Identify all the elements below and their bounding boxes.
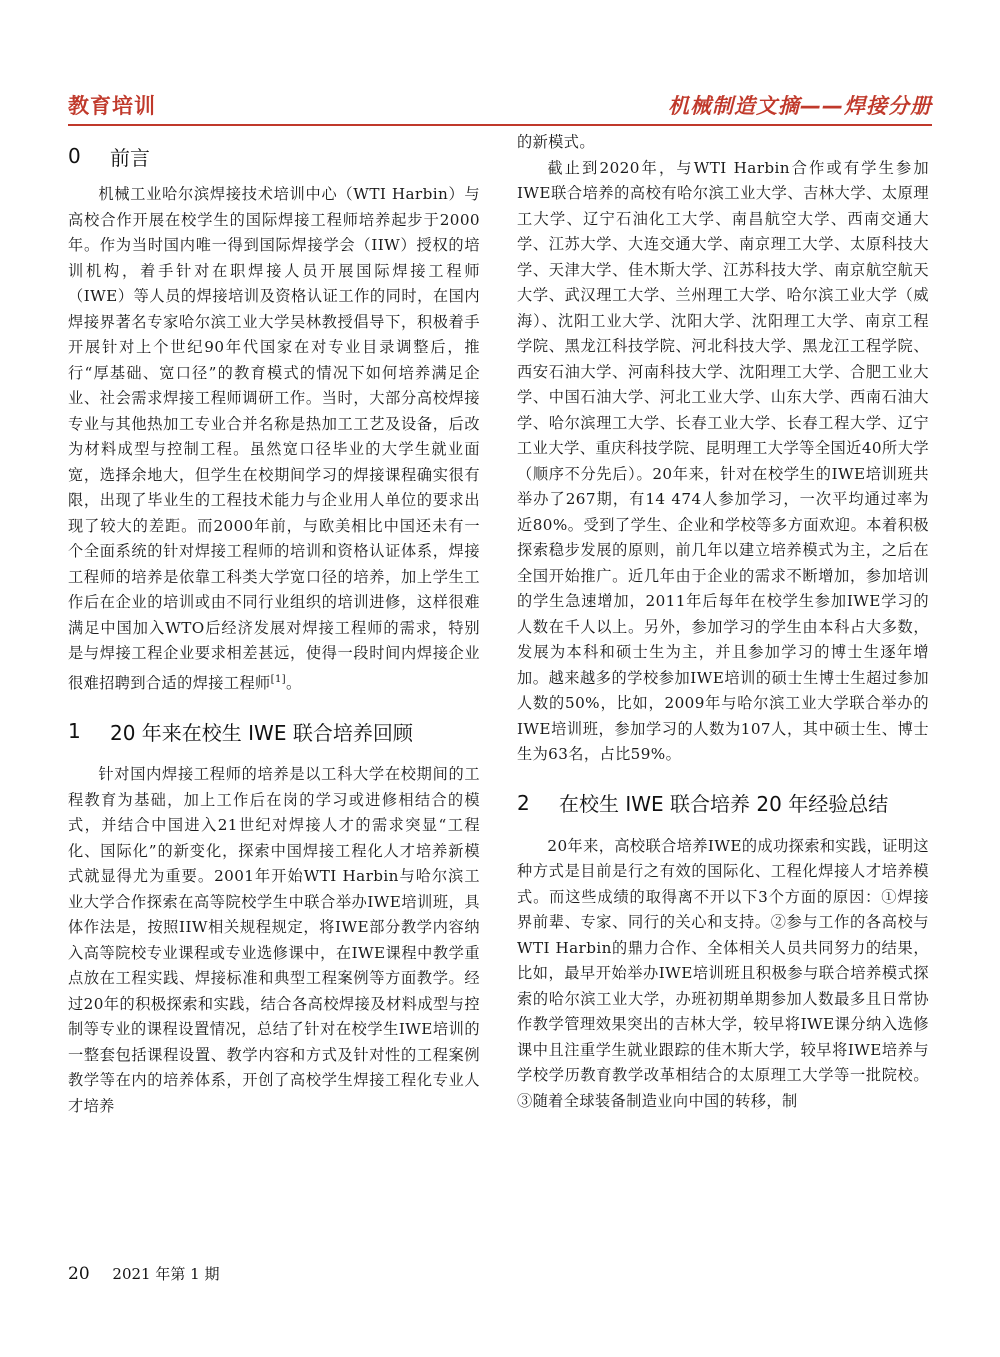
page-footer	[68, 1263, 219, 1284]
left-column	[68, 130, 480, 1119]
header-journal-title: 机械制造文摘——焊接分册	[668, 94, 932, 118]
section-title: 前言	[110, 145, 150, 170]
intro-text: 机械工业哈尔滨焊接技术培训中心（WTI Harbin）与高校合作开展在校学生的国际焊接工程师培养起步于2000年。作为当时国内唯一得到国际焊接学会（IIW）授权的培训机构，着手针对在职焊接人员开展国际焊接工程师（IWE）等人员的焊接培训及资格认证工作的同时，在国内焊接界著名专家哈尔滨工业大学吴林教授倡导下，积极着手开展针对上个世纪90年代国家在对专业目录调整后，推行“厚基础、宽口径”的教育模式的情况下如何培养满足企业、社会需求焊接工程师调研工作。当时，大部分高校焊接专业与其他热加工专业合并名称是热加工工艺及设备，后改为材料成型与控制工程。虽然宽口径毕业的大学生就业面宽，选择余地大，但学生在校期间学习的焊接课程确实很有限，出现了毕业生的工程技术能力与企业用人单位的要求出现了较大的差距。而2000年前，与欧美相比中国还未有一个全面系统的针对焊接工程师的培训和资格认证体系，焊接工程师的培养是依靠工科类大学宽口径的培养，加上学生工作后在企业的培训或由不同行业组织的培训进修，这样很难满足中国加入WTO后经济发展对焊接工程师的需求，特别是与焊接工程企业要求相差甚远，使得一段时间内焊接企业很难招聘到合适的焊接工程师	[68, 185, 480, 692]
header-section-label: 教育培训	[68, 94, 156, 118]
review-paragraph: 针对国内焊接工程师的培养是以工科大学在校期间的工程教育为基础，加上工作后在岗的学习或进修相结合的模式，并结合中国进入21世纪对焊接人才的需求突显“工程化、国际化”的新变化，探索中国焊接工程化人才培养新模式就显得尤为重要。2001年开始WTI Harbin与哈尔滨工业大学合作探索在高等院校学生中联合举办IWE培训班，具体作法是，按照IIW相关规程规定，将IWE部分教学内容纳入高等院校专业课程或专业选修课中，在IWE课程中教学重点放在工程实践、焊接标准和典型工程案例等方面教学。经过20年的积极探索和实践，结合各高校焊接及材料成型与控制等专业的课程设置情况，总结了针对在校学生IWE培训的一整套包括课程设置、教学内容和方式及针对性的工程案例教学等在内的培养体系，开创了高校学生焊接工程化专业人才培养	[68, 765, 480, 1115]
page-number: 20	[68, 1264, 90, 1284]
section-heading-1	[68, 700, 480, 762]
issue-label: 2021 年第 1 期	[112, 1265, 220, 1283]
section-heading-0	[68, 130, 480, 182]
section-number: 0	[68, 144, 81, 168]
section-title: 20 年来在校生 IWE 联合培养回顾	[110, 720, 413, 745]
running-header	[68, 90, 932, 122]
summary-paragraph: 20年来，高校联合培养IWE的成功探索和实践，证明这种方式是目前是行之有效的国际化、工程化焊接人才培养模式。而这些成绩的取得离不开以下3个方面的原因：①焊接界前辈、专家、同行的关心和支持。②参与工作的各高校与WTI Harbin的鼎力合作、全体相关人员共同努力的结果，比如，最早开始举办IWE培训班且积极参与联合培养模式探索的哈尔滨工业大学，办班初期单期参加人数最多且日常协作教学管理效果突出的吉林大学，较早将IWE课分纳入选修课中且注重学生就业跟踪的佳木斯大学，较早将IWE培养与学校学历教育教学改革相结合的太原理工大学等一批院校。③随着全球装备制造业向中国的转移，制	[517, 836, 929, 1110]
section-title: 在校生 IWE 联合培养 20 年经验总结	[559, 792, 889, 816]
citation-ref: [1]	[270, 673, 287, 685]
section-number: 1	[68, 719, 81, 744]
continuation-text: 的新模式。	[517, 133, 595, 151]
intro-end: 。	[286, 673, 302, 692]
right-column	[517, 130, 929, 1114]
intro-paragraph	[68, 182, 480, 696]
section-heading-2	[517, 772, 929, 834]
section-number: 2	[517, 790, 530, 815]
header-rule	[68, 124, 932, 126]
universities-paragraph: 截止到2020年，与WTI Harbin合作或有学生参加IWE联合培养的高校有哈尔滨工业大学、吉林大学、太原理工大学、辽宁石油化工大学、南昌航空大学、西南交通大学、江苏大学、大连交通大学、南京理工大学、太原科技大学、天津大学、佳木斯大学、江苏科技大学、南京航空航天大学、武汉理工大学、兰州理工大学、哈尔滨工业大学（威海）、沈阳工业大学、沈阳大学、沈阳理工大学、南京工程学院、黑龙江科技学院、河北科技大学、黑龙江工程学院、西安石油大学、河南科技大学、沈阳理工大学、合肥工业大学、中国石油大学、河北工业大学、山东大学、西南石油大学、哈尔滨理工大学、长春工业大学、长春工程大学、辽宁工业大学、重庆科技学院、昆明理工大学等全国近40所大学（顺序不分先后）。20年来，针对在校学生的IWE培训班共举办了267期，有14 474人参加学习，一次平均通过率为近80%。受到了学生、企业和学校等多方面欢迎。本着积极探索稳步发展的原则，前几年以建立培养模式为主，之后在全国开始推广。近几年由于企业的需求不断增加，参加培训的学生急速增加，2011年后每年在校学生参加IWE学习的人数在千人以上。另外，参加学习的学生由本科占大多数，发展为本科和硕士生为主，并且参加学习的博士生逐年增加。越来越多的学校参加IWE培训的硕士生博士生超过参加人数的50%，比如，2009年与哈尔滨工业大学联合举办的IWE培训班，参加学习的人数为107人，其中硕士生、博士生为63名，占比59%。	[517, 158, 929, 763]
